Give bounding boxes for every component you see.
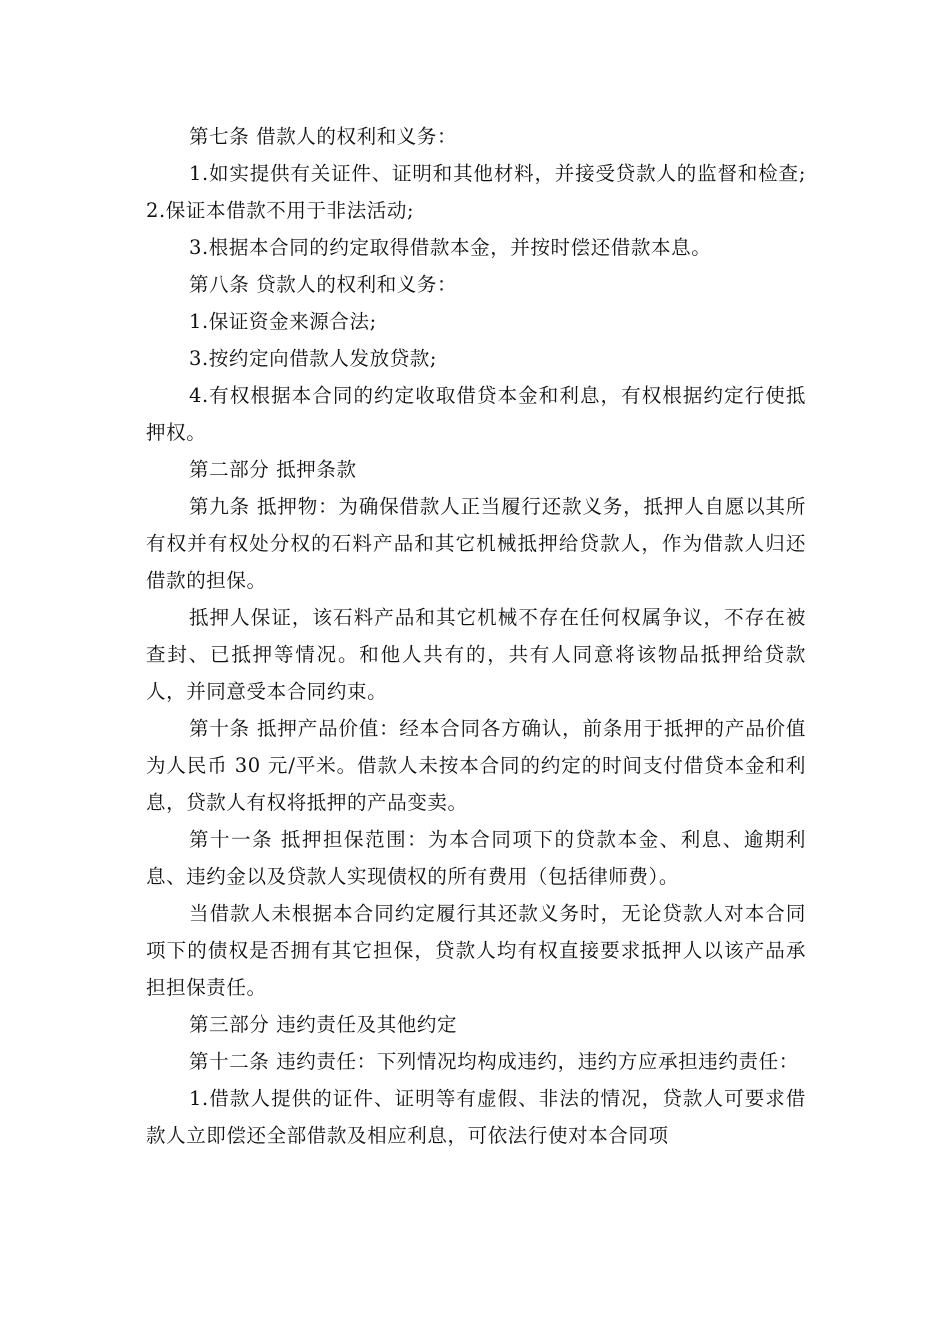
- article-11-paragraph: 第十一条 抵押担保范围：为本合同项下的贷款本金、利息、逾期利息、违约金以及贷款人实现债权的所有费用（包括律师费）。: [146, 828, 806, 888]
- default-guarantee-paragraph: 当借款人未根据本合同约定履行其还款义务时，无论贷款人对本合同项下的债权是否拥有其它担保，贷款人均有权直接要求抵押人以该产品承担担保责任。: [146, 902, 806, 999]
- article-8-heading: 第八条 贷款人的权利和义务：: [189, 273, 458, 296]
- article-12-paragraph: 第十二条 违约责任：下列情况均构成违约，违约方应承担违约责任：: [189, 1050, 799, 1073]
- part-2-heading: 第二部分 抵押条款: [189, 458, 357, 481]
- article-10-paragraph: 第十条 抵押产品价值：经本合同各方确认，前条用于抵押的产品价值为人民币 30 元/平米。借款人未按本合同的约定的时间支付借贷本金和利息，贷款人有权将抵押的产品变卖。: [146, 717, 806, 814]
- article-9-paragraph: 第九条 抵押物：为确保借款人正当履行还款义务，抵押人自愿以其所有权并有权处分权的石料产品和其它机械抵押给贷款人，作为借款人归还借款的担保。: [146, 495, 806, 592]
- article-7-item-1-2: 1.如实提供有关证件、证明和其他材料，并接受贷款人的监督和检查; 2.保证本借款不用于非法活动;: [146, 162, 806, 222]
- article-7-heading: 第七条 借款人的权利和义务：: [189, 125, 458, 148]
- article-8-item-1: 1.保证资金来源合法;: [189, 310, 377, 333]
- part-3-heading: 第三部分 违约责任及其他约定: [189, 1013, 458, 1036]
- article-8-item-3: 3.按约定向借款人发放贷款;: [189, 347, 438, 370]
- document-page: [146, 118, 806, 1154]
- mortgagor-guarantee-paragraph: 抵押人保证，该石料产品和其它机械不存在任何权属争议，不存在被查封、已抵押等情况。和他人共有的，共有人同意将该物品抵押给贷款人，并同意受本合同约束。: [146, 606, 806, 703]
- article-8-item-4: 4.有权根据本合同的约定收取借贷本金和利息，有权根据约定行使抵押权。: [146, 384, 806, 444]
- article-12-item-1: 1.借款人提供的证件、证明等有虚假、非法的情况，贷款人可要求借款人立即偿还全部借款及相应利息，可依法行使对本合同项: [146, 1087, 806, 1147]
- article-7-item-3: 3.根据本合同的约定取得借款本金，并按时偿还借款本息。: [189, 236, 712, 259]
